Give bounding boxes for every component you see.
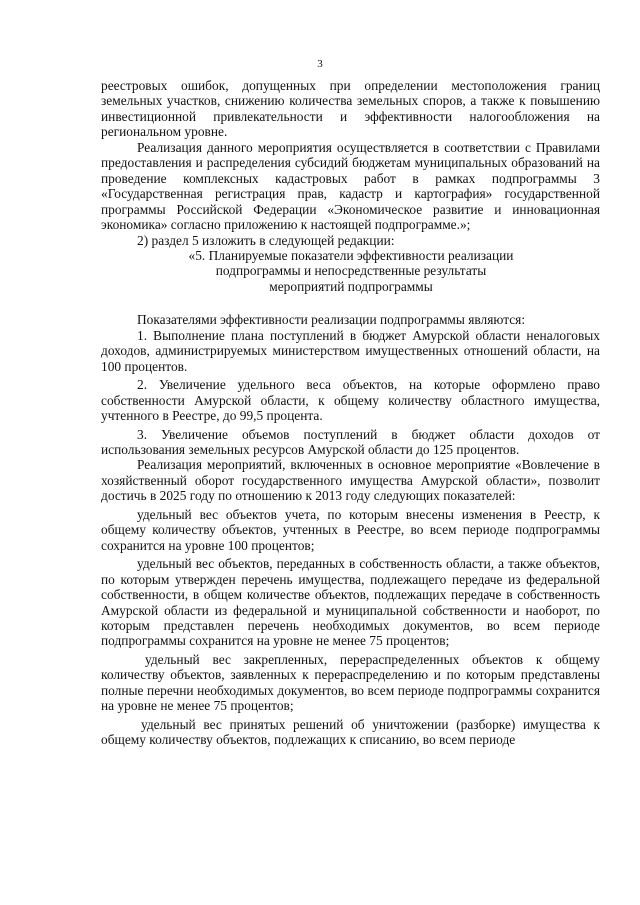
list-item-1: 1. Выполнение плана поступлений в бюджет Амурской области неналоговых доходов, администрируемых министерством имущественных отношений области, на 100 процентов.	[101, 327, 600, 374]
paragraph-implementation: Реализация данного мероприятия осуществляется в соответствии с Правилами предоставления и распределения субсидий бюджетам муниципальных образований на проведение комплексных кадастровых работ в рамках подпрограммы 3 «Государственная регистрация прав, кадастр и картография» государственной программы Российской Федерации «Экономическое развитие и инновационная экономика» согласно приложению к настоящей подпрограмме.»;	[101, 139, 600, 233]
document-body	[101, 78, 600, 748]
indicator-redistributed-objects: удельный вес закрепленных, перераспределенных объектов к общему количеству объектов, заявленных к перераспределению и по которым представлены полные перечни необходимых документов, во всем периоде подпрограммы сохранится на уровне не менее 75 процентов;	[101, 651, 600, 714]
paragraph-indicators-intro: Показателями эффективности реализации подпрограммы являются:	[137, 312, 526, 328]
indicator-registry-changes: удельный вес объектов учета, по которым внесены изменения в Реестр, к общему количеству объектов, учтенных в Реестре, во всем периоде подпрограммы сохранится на уровне 100 процентов;	[101, 506, 600, 553]
page-number: 3	[317, 58, 323, 70]
paragraph-main-activity: Реализация мероприятий, включенных в основное мероприятие «Вовлечение в хозяйственный оборот государственного имущества Амурской области», позволит достичь в 2025 году по отношению к 2013 году следующих показателей:	[101, 457, 600, 504]
spacer	[101, 294, 600, 312]
indicator-transferred-objects: удельный вес объектов, переданных в собственность области, а также объектов, по которым утвержден перечень имущества, подлежащего передаче из федеральной собственности, в общем количестве объектов, подлежащих передаче в собственность Амурской области из федеральной и муниципальной собственности и наоборот, по которым представлен перечень необходимых документов, во всем периоде подпрограммы сохранится на уровне не менее 75 процентов;	[101, 556, 600, 649]
list-item-2: 2. Увеличение удельного веса объектов, на которые оформлено право собственности Амурской области, к общему количеству областного имущества, учтенного в Реестре, до 99,5 процента.	[101, 377, 600, 424]
list-item-3: 3. Увеличение объемов поступлений в бюджет области доходов от использования земельных ресурсов Амурской области до 125 процентов.	[101, 426, 600, 457]
section-heading: «5. Планируемые показатели эффективности реализации подпрограммы и непосредственные результаты мероприятий подпрограммы	[188, 247, 514, 294]
indicator-destruction-decisions: удельный вес принятых решений об уничтожении (разборке) имущества к общему количеству объектов, подлежащих к списанию, во всем периоде	[101, 716, 600, 748]
paragraph-section-5-instruction: 2) раздел 5 изложить в следующей редакции:	[137, 232, 395, 248]
paragraph-continuation: реестровых ошибок, допущенных при определении местоположения границ земельных участков, снижению количества земельных споров, а также к повышению инвестиционной привлекательности и эффективности налогообложения на региональном уровне.	[101, 78, 600, 140]
